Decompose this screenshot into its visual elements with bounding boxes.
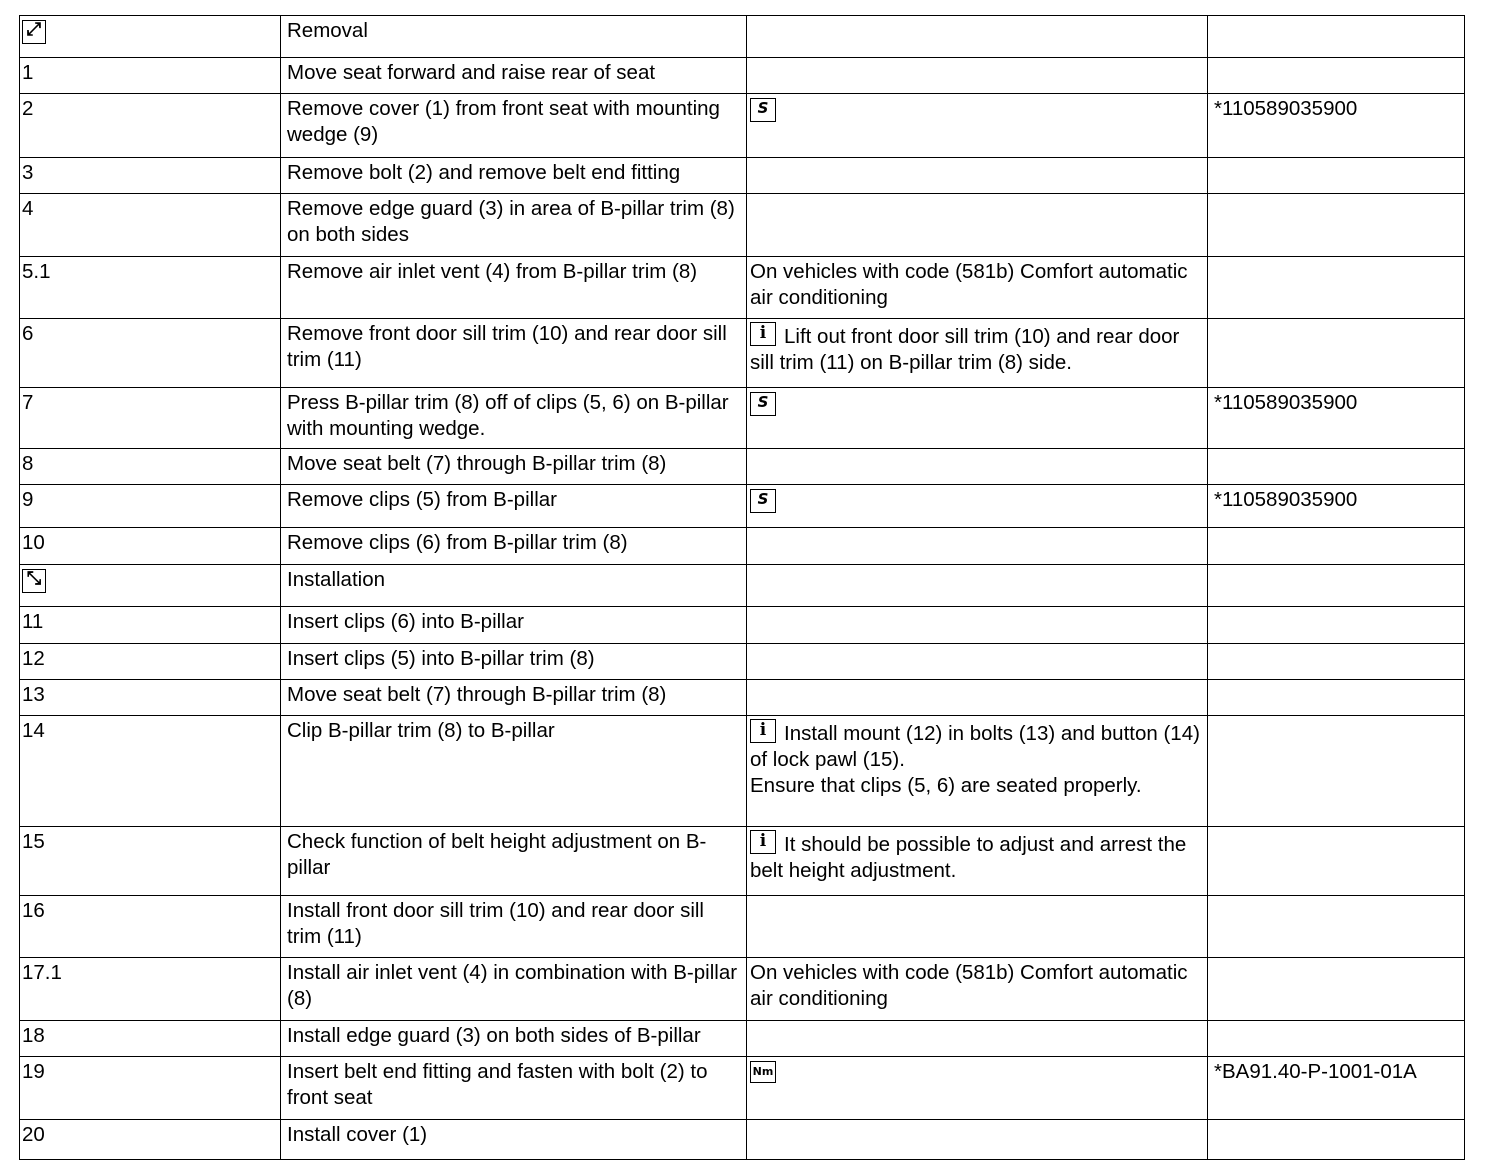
step-description: Move seat belt (7) through B-pillar trim (8) [287, 683, 667, 706]
reference-cell [1208, 94, 1465, 158]
table-row [20, 485, 1465, 528]
table-row [20, 1057, 1465, 1120]
step-number: 5.1 [22, 260, 51, 283]
note-text: On vehicles with code (581b) Comfort automatic air conditioning [750, 961, 1188, 1010]
reference-link[interactable]: *110589035900 [1214, 97, 1358, 120]
note-cell [747, 644, 1208, 680]
step-number: 2 [22, 97, 34, 120]
step-number: 15 [22, 830, 45, 853]
note-text: On vehicles with code (581b) Comfort automatic air conditioning [750, 260, 1188, 309]
reference-cell [1208, 607, 1465, 644]
note-cell [747, 194, 1208, 257]
step-number: 19 [22, 1060, 45, 1083]
procedure-table [19, 15, 1465, 1160]
step-number: 9 [22, 488, 34, 511]
table-row [20, 1021, 1465, 1057]
step-description: Insert clips (6) into B-pillar [287, 610, 524, 633]
step-number: 11 [22, 610, 44, 633]
reference-link[interactable]: *110589035900 [1214, 391, 1358, 414]
note-cell [747, 607, 1208, 644]
step-number-cell [20, 528, 281, 565]
reference-cell [1208, 680, 1465, 716]
note-cell [747, 58, 1208, 94]
step-description: Remove air inlet vent (4) from B-pillar trim (8) [287, 260, 698, 283]
reference-cell [1208, 958, 1465, 1021]
step-description: Remove cover (1) from front seat with mounting wedge (9) [287, 97, 720, 146]
reference-link[interactable]: *110589035900 [1214, 488, 1358, 511]
step-description: Remove clips (6) from B-pillar trim (8) [287, 531, 628, 554]
step-number: 14 [22, 719, 45, 742]
step-number: 6 [22, 322, 34, 345]
reference-cell [1208, 1021, 1465, 1057]
reference-cell [1208, 158, 1465, 194]
step-number: 12 [22, 647, 45, 670]
step-description: Remove edge guard (3) in area of B-pillar trim (8) on both sides [287, 197, 735, 246]
info-icon: i [750, 322, 776, 346]
table-row [20, 827, 1465, 896]
step-description: Move seat forward and raise rear of seat [287, 61, 656, 84]
step-description: Insert belt end fitting and fasten with bolt (2) to front seat [287, 1060, 708, 1109]
note-text: Lift out front door sill trim (10) and rear door sill trim (11) on B-pillar trim (8) side. [750, 325, 1180, 374]
step-number: 20 [22, 1123, 45, 1146]
table-row [20, 58, 1465, 94]
table-row [20, 319, 1465, 388]
note-text: Install mount (12) in bolts (13) and button (14) of lock pawl (15). [750, 722, 1200, 771]
reference-cell [1208, 644, 1465, 680]
torque-nm-icon: Nm [750, 1061, 776, 1083]
step-description-cell [281, 896, 747, 958]
note-cell [747, 1057, 1208, 1120]
step-number-cell [20, 1057, 281, 1120]
step-description-cell [281, 319, 747, 388]
reference-cell [1208, 1057, 1465, 1120]
step-description-cell [281, 449, 747, 485]
table-row [20, 194, 1465, 257]
reference-cell [1208, 827, 1465, 896]
table-row [20, 896, 1465, 958]
note-cell [747, 449, 1208, 485]
special-tool-icon: S [750, 98, 776, 122]
note-cell [747, 158, 1208, 194]
step-number-cell [20, 194, 281, 257]
step-number-cell [20, 58, 281, 94]
step-number-cell [20, 1021, 281, 1057]
step-number-cell [20, 257, 281, 319]
step-description-cell [281, 158, 747, 194]
reference-cell [1208, 716, 1465, 827]
reference-cell [1208, 319, 1465, 388]
note-text: It should be possible to adjust and arrest the belt height adjustment. [750, 833, 1187, 882]
step-description: Check function of belt height adjustment on B-pillar [287, 830, 707, 879]
step-number-cell [20, 827, 281, 896]
step-number: 7 [22, 391, 34, 414]
step-description-cell [281, 1120, 747, 1160]
step-description: Press B-pillar trim (8) off of clips (5, 6) on B-pillar with mounting wedge. [287, 391, 729, 440]
note-text-secondary: Ensure that clips (5, 6) are seated properly. [750, 774, 1142, 797]
reference-cell [1208, 528, 1465, 565]
reference-cell [1208, 388, 1465, 449]
info-icon: i [750, 719, 776, 743]
step-number: 4 [22, 197, 34, 220]
step-number-cell [20, 158, 281, 194]
step-description-cell [281, 194, 747, 257]
table-row [20, 257, 1465, 319]
section-heading: Removal [287, 19, 368, 42]
note-cell [747, 716, 1208, 827]
note-cell [747, 257, 1208, 319]
table-row [20, 388, 1465, 449]
note-cell [747, 680, 1208, 716]
reference-cell [1208, 565, 1465, 607]
collapse-arrows-icon: ⤡ [22, 569, 46, 593]
step-description: Install air inlet vent (4) in combination with B-pillar (8) [287, 961, 738, 1010]
step-description-cell [281, 58, 747, 94]
step-number: 10 [22, 531, 45, 554]
step-description: Insert clips (5) into B-pillar trim (8) [287, 647, 595, 670]
step-description-cell [281, 716, 747, 827]
reference-cell [1208, 1120, 1465, 1160]
step-number: 17.1 [22, 961, 62, 984]
expand-arrows-icon: ⤢ [22, 20, 46, 44]
note-cell [747, 958, 1208, 1021]
step-number-cell [20, 319, 281, 388]
step-description-cell [281, 680, 747, 716]
reference-cell [1208, 257, 1465, 319]
step-description-cell [281, 958, 747, 1021]
reference-cell [1208, 58, 1465, 94]
note-cell [747, 388, 1208, 449]
step-number: 1 [22, 61, 34, 84]
step-description-cell [281, 94, 747, 158]
step-number-cell [20, 449, 281, 485]
note-cell [747, 1120, 1208, 1160]
reference-cell [1208, 16, 1465, 58]
table-row [20, 644, 1465, 680]
reference-cell [1208, 896, 1465, 958]
step-description: Remove bolt (2) and remove belt end fitting [287, 161, 681, 184]
special-tool-icon: S [750, 489, 776, 513]
step-number-cell [20, 896, 281, 958]
note-cell [747, 485, 1208, 528]
note-cell [747, 528, 1208, 565]
step-description-cell [281, 607, 747, 644]
step-number-cell [20, 565, 281, 607]
step-description-cell [281, 485, 747, 528]
step-number: 8 [22, 452, 34, 475]
step-description-cell [281, 565, 747, 607]
table-row [20, 958, 1465, 1021]
note-cell [747, 827, 1208, 896]
table-row [20, 158, 1465, 194]
step-description-cell [281, 257, 747, 319]
section-heading: Installation [287, 568, 386, 591]
step-description-cell [281, 1057, 747, 1120]
note-cell [747, 319, 1208, 388]
step-number-cell [20, 716, 281, 827]
step-number-cell [20, 485, 281, 528]
table-row [20, 528, 1465, 565]
step-description: Remove front door sill trim (10) and rear door sill trim (11) [287, 322, 727, 371]
reference-cell [1208, 485, 1465, 528]
table-row [20, 680, 1465, 716]
step-description: Move seat belt (7) through B-pillar trim (8) [287, 452, 667, 475]
table-row [20, 1120, 1465, 1160]
reference-cell [1208, 194, 1465, 257]
step-number: 16 [22, 899, 45, 922]
step-number-cell [20, 1120, 281, 1160]
table-row [20, 607, 1465, 644]
step-description-cell [281, 644, 747, 680]
table-row [20, 716, 1465, 827]
note-cell [747, 1021, 1208, 1057]
step-number-cell [20, 644, 281, 680]
step-description: Remove clips (5) from B-pillar [287, 488, 557, 511]
step-number-cell [20, 958, 281, 1021]
step-number-cell [20, 16, 281, 58]
step-description-cell [281, 16, 747, 58]
step-description: Install edge guard (3) on both sides of B-pillar [287, 1024, 701, 1047]
note-cell [747, 94, 1208, 158]
table-row [20, 565, 1465, 607]
step-description: Install cover (1) [287, 1123, 428, 1146]
step-description-cell [281, 388, 747, 449]
table-row [20, 449, 1465, 485]
step-number: 3 [22, 161, 34, 184]
special-tool-icon: S [750, 392, 776, 416]
step-description-cell [281, 827, 747, 896]
table-row [20, 94, 1465, 158]
step-number-cell [20, 680, 281, 716]
step-description-cell [281, 528, 747, 565]
step-description: Install front door sill trim (10) and rear door sill trim (11) [287, 899, 704, 948]
info-icon: i [750, 830, 776, 854]
step-number-cell [20, 388, 281, 449]
table-row [20, 16, 1465, 58]
procedure-table-body [20, 16, 1465, 1160]
step-description: Clip B-pillar trim (8) to B-pillar [287, 719, 555, 742]
note-cell [747, 565, 1208, 607]
reference-link[interactable]: *BA91.40-P-1001-01A [1214, 1060, 1417, 1083]
step-number: 18 [22, 1024, 45, 1047]
note-cell [747, 896, 1208, 958]
step-description-cell [281, 1021, 747, 1057]
reference-cell [1208, 449, 1465, 485]
step-number-cell [20, 607, 281, 644]
step-number: 13 [22, 683, 45, 706]
note-cell [747, 16, 1208, 58]
step-number-cell [20, 94, 281, 158]
